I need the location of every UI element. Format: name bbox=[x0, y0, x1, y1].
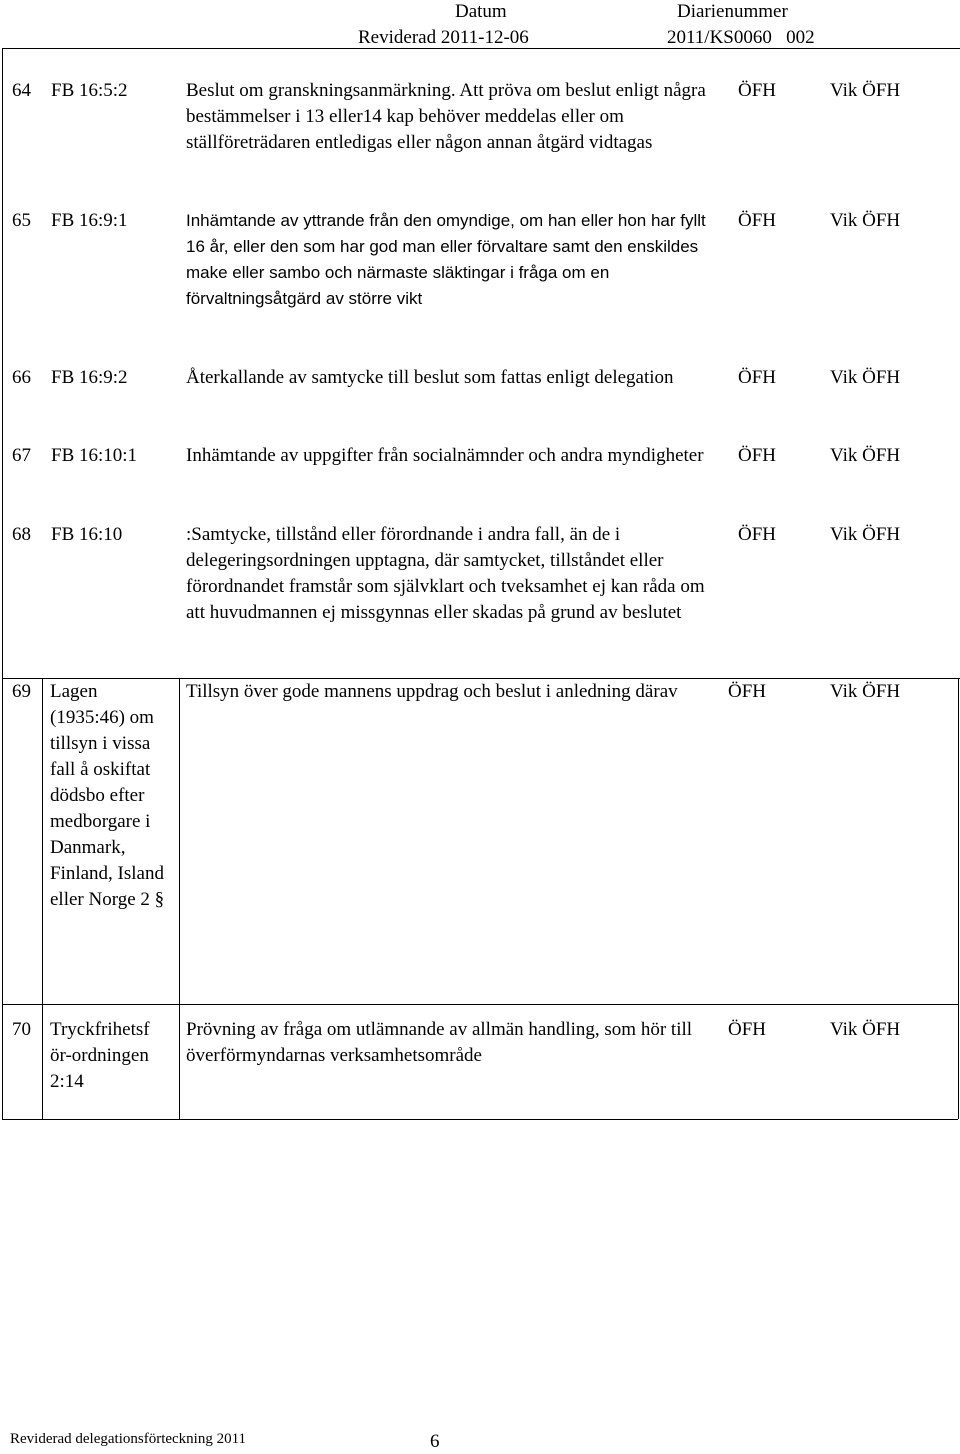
row-reference: FB 16:5:2 bbox=[51, 80, 128, 101]
row-substitute: Vik ÖFH bbox=[830, 210, 901, 231]
row-description: Återkallande av samtycke till beslut som fattas enligt delegation bbox=[186, 367, 674, 388]
table-divider-69-70 bbox=[2, 1004, 958, 1005]
row-number: 67 bbox=[12, 445, 31, 466]
row-number: 69 bbox=[12, 681, 31, 702]
row-substitute: Vik ÖFH bbox=[830, 524, 901, 545]
row-decider: ÖFH bbox=[738, 367, 777, 388]
row-reference: FB 16:10 bbox=[51, 524, 123, 545]
row-number: 65 bbox=[12, 210, 31, 231]
row-description: Tillsyn över gode mannens uppdrag och beslut i anledning därav bbox=[186, 681, 678, 702]
row-decider: ÖFH bbox=[728, 681, 767, 702]
row-number: 70 bbox=[12, 1019, 31, 1040]
footer-document-title: Reviderad delegationsförteckning 2011 bbox=[10, 1431, 247, 1447]
col-divider-num bbox=[42, 678, 43, 1119]
row-number: 66 bbox=[12, 367, 31, 388]
row-reference: Lagen (1935:46) om tillsyn i vissa fall å oskiftat dödsbo efter medborgare i Danmark, Finland, Island eller Norge 2 § bbox=[50, 681, 165, 910]
diarienummer-label: Diarienummer bbox=[677, 1, 788, 22]
diarienummer-value: 2011/KS0060 002 bbox=[667, 27, 815, 48]
row-substitute: Vik ÖFH bbox=[830, 1019, 901, 1040]
row-decider: ÖFH bbox=[738, 80, 777, 101]
datum-value: Reviderad 2011-12-06 bbox=[358, 27, 529, 48]
row-description: Prövning av fråga om utlämnande av allmän handling, som hör till överförmyndarnas verksamhetsområde bbox=[186, 1019, 693, 1066]
row-description: Inhämtande av uppgifter från socialnämnder och andra myndigheter bbox=[186, 445, 704, 466]
row-substitute: Vik ÖFH bbox=[830, 80, 901, 101]
row-description: :Samtycke, tillstånd eller förordnande i andra fall, än de i delegeringsordningen upptagna, där samtycket, tillståndet eller förordnandet framstår som självklart och tveksamhet ej kan råda om att huvudmannen ej missgynnas eller skadas på grund av beslutet bbox=[186, 524, 705, 623]
row-reference: Tryckfrihetsf ör-ordningen 2:14 bbox=[50, 1019, 150, 1092]
row-decider: ÖFH bbox=[728, 1019, 767, 1040]
datum-label: Datum bbox=[455, 1, 507, 22]
row-description: Beslut om granskningsanmärkning. Att pröva om beslut enligt några bestämmelser i 13 eller14 kap behöver meddelas eller om ställföreträdaren entledigas eller någon annan åtgärd vidtagas bbox=[186, 80, 706, 153]
row-reference: FB 16:10:1 bbox=[51, 445, 138, 466]
row-substitute: Vik ÖFH bbox=[830, 445, 901, 466]
row-reference: FB 16:9:2 bbox=[51, 367, 128, 388]
row-decider: ÖFH bbox=[738, 445, 777, 466]
table-top-border bbox=[2, 48, 960, 49]
row-number: 64 bbox=[12, 80, 31, 101]
page-number: 6 bbox=[430, 1431, 440, 1452]
table-bottom-border bbox=[2, 1119, 958, 1120]
table-left-border-upper bbox=[2, 48, 3, 678]
row-decider: ÖFH bbox=[738, 210, 777, 231]
row-description: Inhämtande av yttrande från den omyndige, om han eller hon har fyllt 16 år, eller den som har god man eller förvaltare samt den enskildes make eller sambo och närmaste släktingar i fråga om en förvaltningsåtgärd av större vikt bbox=[186, 211, 706, 308]
row-decider: ÖFH bbox=[738, 524, 777, 545]
table-left-border-lower bbox=[2, 678, 3, 1119]
row-reference: FB 16:9:1 bbox=[51, 210, 128, 231]
row-substitute: Vik ÖFH bbox=[830, 367, 901, 388]
row-number: 68 bbox=[12, 524, 31, 545]
table-right-border-lower bbox=[958, 678, 959, 1119]
row-substitute: Vik ÖFH bbox=[830, 681, 901, 702]
col-divider-ref bbox=[179, 678, 180, 1119]
